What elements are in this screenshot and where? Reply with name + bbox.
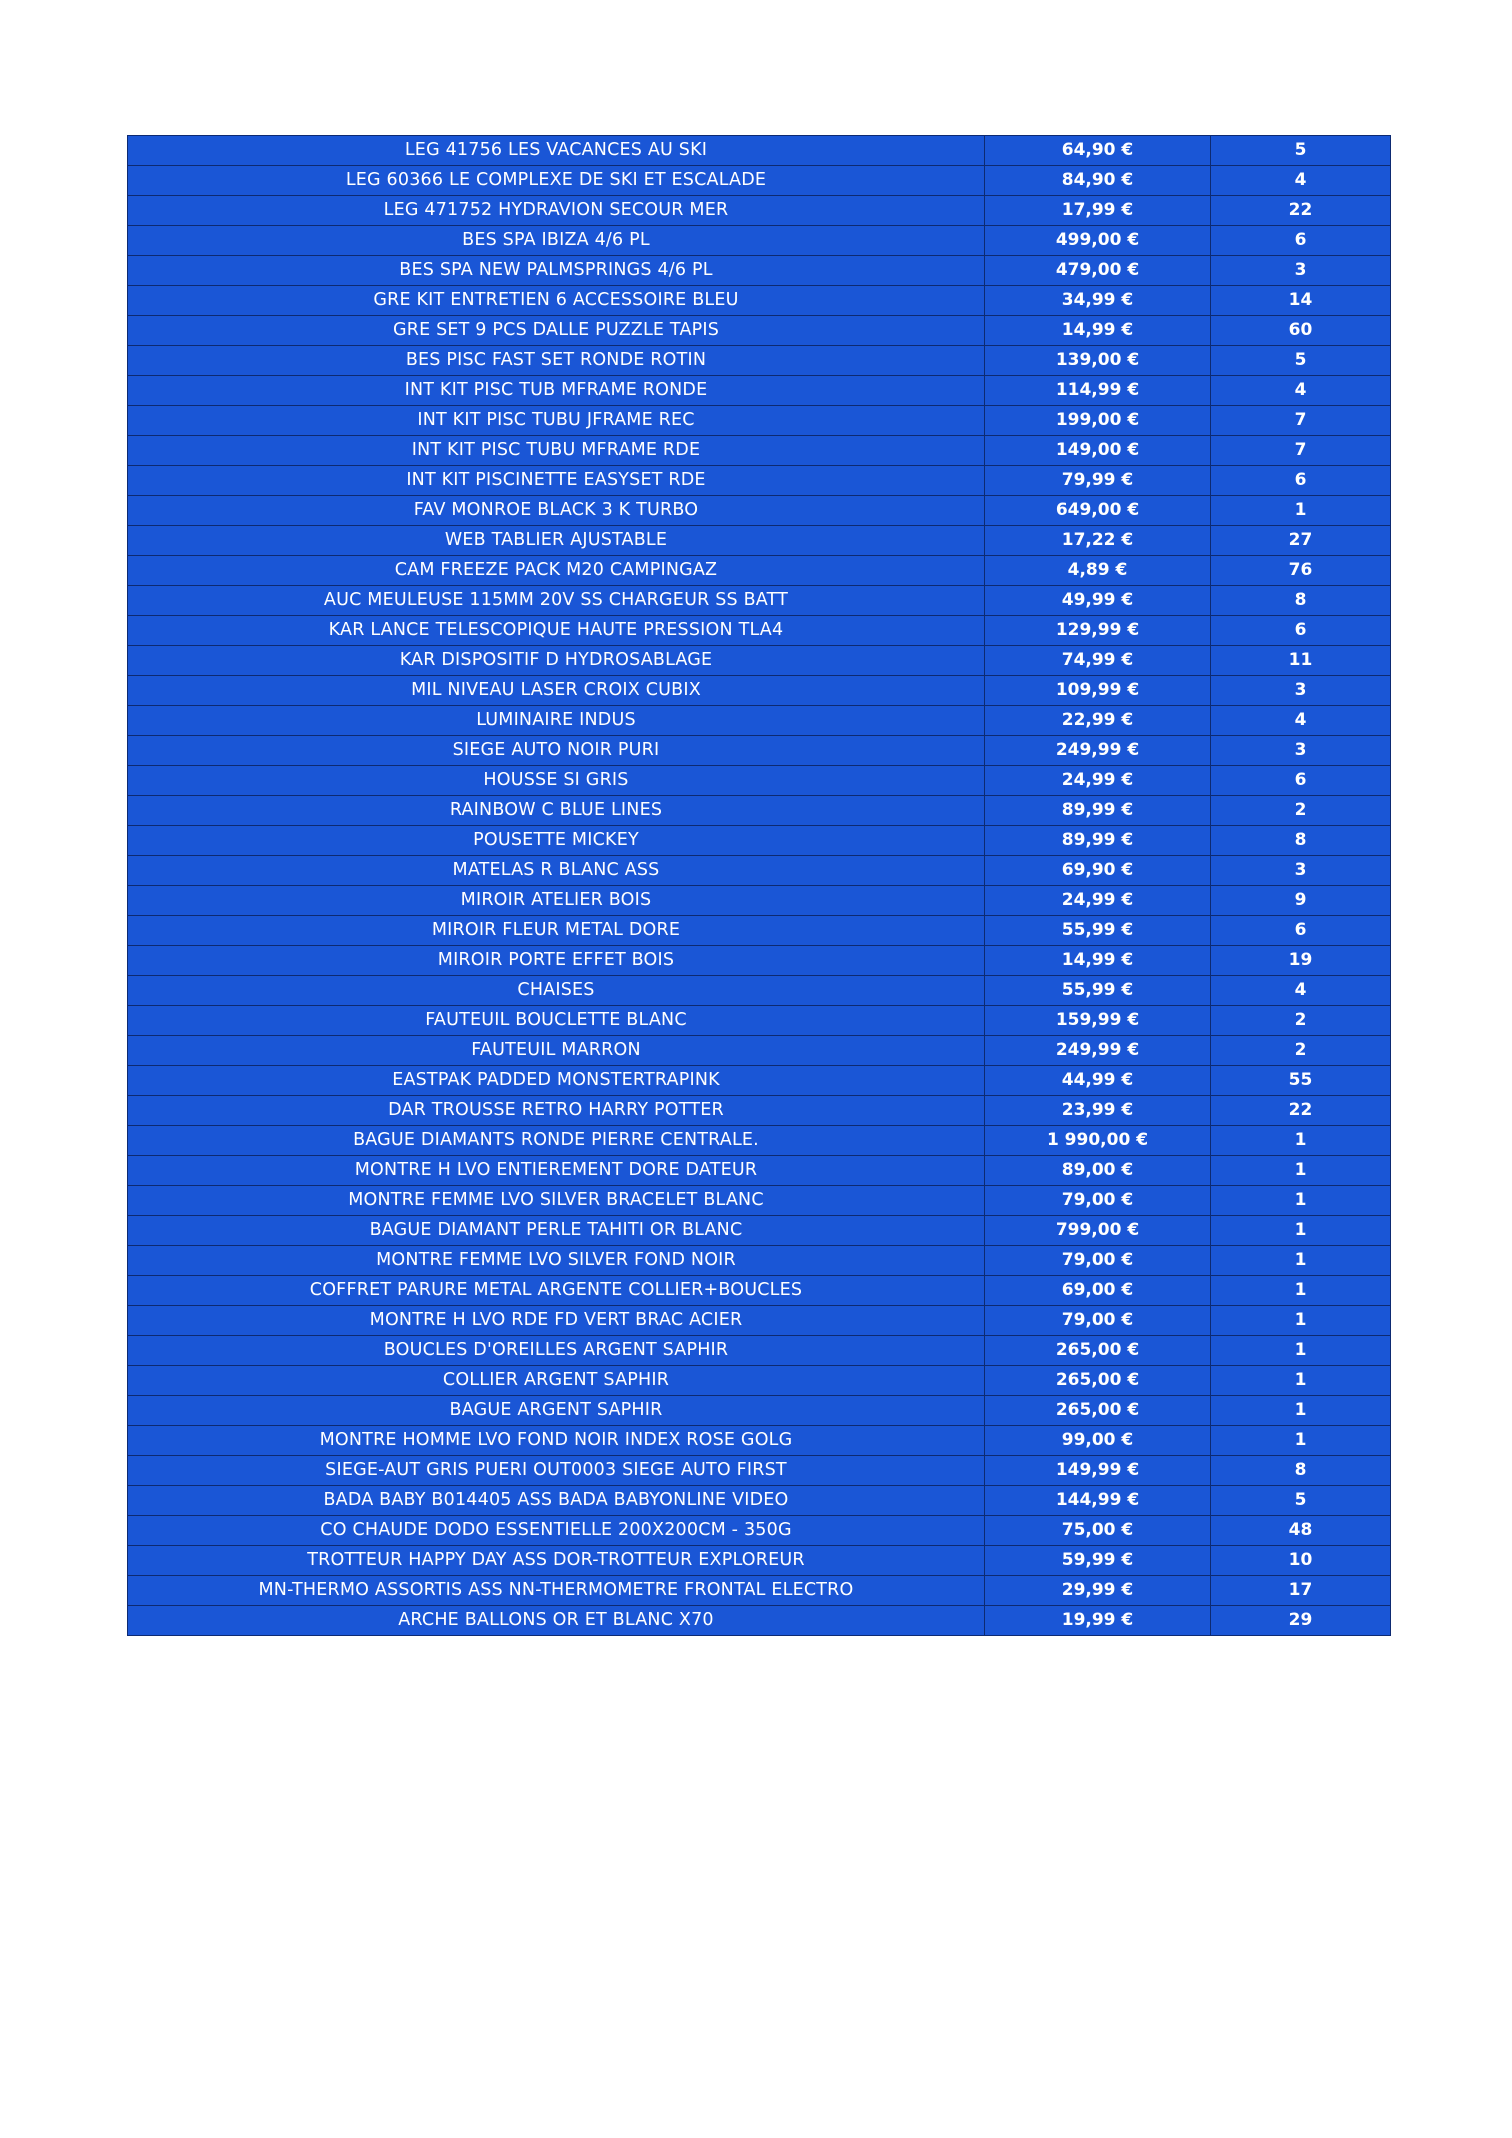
price-cell: 55,99 € [985, 916, 1211, 946]
table-row [128, 346, 1391, 376]
quantity-cell: 3 [1211, 856, 1391, 886]
product-name-cell: FAV MONROE BLACK 3 K TURBO [128, 496, 985, 526]
product-name-cell: BAGUE DIAMANT PERLE TAHITI OR BLANC [128, 1216, 985, 1246]
table-row [128, 886, 1391, 916]
product-name-cell: BES SPA IBIZA 4/6 PL [128, 226, 985, 256]
product-name-cell: BADA BABY B014405 ASS BADA BABYONLINE VIDEO [128, 1486, 985, 1516]
product-name-cell: BES PISC FAST SET RONDE ROTIN [128, 346, 985, 376]
product-name-cell: RAINBOW C BLUE LINES [128, 796, 985, 826]
quantity-cell: 1 [1211, 1156, 1391, 1186]
price-cell: 249,99 € [985, 736, 1211, 766]
product-name-cell: COFFRET PARURE METAL ARGENTE COLLIER+BOUCLES [128, 1276, 985, 1306]
quantity-cell: 22 [1211, 196, 1391, 226]
price-cell: 69,00 € [985, 1276, 1211, 1306]
price-cell: 79,00 € [985, 1186, 1211, 1216]
product-name-cell: LEG 471752 HYDRAVION SECOUR MER [128, 196, 985, 226]
table-row [128, 166, 1391, 196]
quantity-cell: 3 [1211, 736, 1391, 766]
product-table [127, 135, 1391, 1636]
price-cell: 149,99 € [985, 1456, 1211, 1486]
table-row [128, 136, 1391, 166]
price-cell: 499,00 € [985, 226, 1211, 256]
quantity-cell: 5 [1211, 346, 1391, 376]
price-cell: 17,99 € [985, 196, 1211, 226]
product-name-cell: AUC MEULEUSE 115MM 20V SS CHARGEUR SS BATT [128, 586, 985, 616]
table-row [128, 1576, 1391, 1606]
price-cell: 19,99 € [985, 1606, 1211, 1636]
quantity-cell: 11 [1211, 646, 1391, 676]
quantity-cell: 6 [1211, 466, 1391, 496]
product-name-cell: BOUCLES D'OREILLES ARGENT SAPHIR [128, 1336, 985, 1366]
product-name-cell: INT KIT PISC TUBU JFRAME REC [128, 406, 985, 436]
price-cell: 249,99 € [985, 1036, 1211, 1066]
table-row [128, 646, 1391, 676]
table-row [128, 286, 1391, 316]
quantity-cell: 3 [1211, 256, 1391, 286]
quantity-cell: 29 [1211, 1606, 1391, 1636]
quantity-cell: 2 [1211, 1006, 1391, 1036]
quantity-cell: 1 [1211, 1246, 1391, 1276]
quantity-cell: 4 [1211, 376, 1391, 406]
quantity-cell: 1 [1211, 1396, 1391, 1426]
quantity-cell: 1 [1211, 1366, 1391, 1396]
product-name-cell: MONTRE H LVO ENTIEREMENT DORE DATEUR [128, 1156, 985, 1186]
table-row [128, 496, 1391, 526]
price-cell: 24,99 € [985, 766, 1211, 796]
table-row [128, 1486, 1391, 1516]
table-row [128, 1546, 1391, 1576]
product-name-cell: WEB TABLIER AJUSTABLE [128, 526, 985, 556]
product-name-cell: EASTPAK PADDED MONSTERTRAPINK [128, 1066, 985, 1096]
price-cell: 114,99 € [985, 376, 1211, 406]
quantity-cell: 22 [1211, 1096, 1391, 1126]
table-row [128, 826, 1391, 856]
quantity-cell: 55 [1211, 1066, 1391, 1096]
quantity-cell: 7 [1211, 406, 1391, 436]
product-name-cell: TROTTEUR HAPPY DAY ASS DOR-TROTTEUR EXPLOREUR [128, 1546, 985, 1576]
product-name-cell: POUSETTE MICKEY [128, 826, 985, 856]
product-name-cell: KAR DISPOSITIF D HYDROSABLAGE [128, 646, 985, 676]
price-cell: 265,00 € [985, 1396, 1211, 1426]
quantity-cell: 17 [1211, 1576, 1391, 1606]
quantity-cell: 6 [1211, 766, 1391, 796]
table-row [128, 1216, 1391, 1246]
price-cell: 479,00 € [985, 256, 1211, 286]
price-cell: 29,99 € [985, 1576, 1211, 1606]
table-row [128, 736, 1391, 766]
product-name-cell: MONTRE FEMME LVO SILVER FOND NOIR [128, 1246, 985, 1276]
product-name-cell: HOUSSE SI GRIS [128, 766, 985, 796]
price-cell: 265,00 € [985, 1366, 1211, 1396]
price-cell: 129,99 € [985, 616, 1211, 646]
price-cell: 44,99 € [985, 1066, 1211, 1096]
table-row [128, 1516, 1391, 1546]
product-name-cell: INT KIT PISC TUBU MFRAME RDE [128, 436, 985, 466]
product-name-cell: BAGUE DIAMANTS RONDE PIERRE CENTRALE. [128, 1126, 985, 1156]
product-name-cell: LUMINAIRE INDUS [128, 706, 985, 736]
product-name-cell: MONTRE FEMME LVO SILVER BRACELET BLANC [128, 1186, 985, 1216]
price-cell: 64,90 € [985, 136, 1211, 166]
product-name-cell: ARCHE BALLONS OR ET BLANC X70 [128, 1606, 985, 1636]
price-cell: 24,99 € [985, 886, 1211, 916]
price-cell: 14,99 € [985, 946, 1211, 976]
price-cell: 265,00 € [985, 1336, 1211, 1366]
price-cell: 799,00 € [985, 1216, 1211, 1246]
table-row [128, 1336, 1391, 1366]
quantity-cell: 6 [1211, 616, 1391, 646]
price-cell: 99,00 € [985, 1426, 1211, 1456]
product-name-cell: FAUTEUIL BOUCLETTE BLANC [128, 1006, 985, 1036]
price-cell: 75,00 € [985, 1516, 1211, 1546]
table-row [128, 1096, 1391, 1126]
table-row [128, 196, 1391, 226]
table-row [128, 466, 1391, 496]
table-row [128, 1396, 1391, 1426]
product-name-cell: FAUTEUIL MARRON [128, 1036, 985, 1066]
quantity-cell: 1 [1211, 1306, 1391, 1336]
product-name-cell: MN-THERMO ASSORTIS ASS NN-THERMOMETRE FRONTAL ELECTRO [128, 1576, 985, 1606]
quantity-cell: 14 [1211, 286, 1391, 316]
price-cell: 79,99 € [985, 466, 1211, 496]
table-row [128, 1426, 1391, 1456]
table-row [128, 1036, 1391, 1066]
table-row [128, 856, 1391, 886]
table-row [128, 1246, 1391, 1276]
quantity-cell: 5 [1211, 1486, 1391, 1516]
price-cell: 144,99 € [985, 1486, 1211, 1516]
table-row [128, 556, 1391, 586]
price-cell: 89,99 € [985, 796, 1211, 826]
product-name-cell: MIROIR ATELIER BOIS [128, 886, 985, 916]
quantity-cell: 19 [1211, 946, 1391, 976]
product-name-cell: CAM FREEZE PACK M20 CAMPINGAZ [128, 556, 985, 586]
quantity-cell: 4 [1211, 166, 1391, 196]
quantity-cell: 48 [1211, 1516, 1391, 1546]
quantity-cell: 10 [1211, 1546, 1391, 1576]
table-row [128, 916, 1391, 946]
product-name-cell: LEG 41756 LES VACANCES AU SKI [128, 136, 985, 166]
product-name-cell: MATELAS R BLANC ASS [128, 856, 985, 886]
table-row [128, 1456, 1391, 1486]
price-cell: 34,99 € [985, 286, 1211, 316]
quantity-cell: 1 [1211, 1426, 1391, 1456]
table-row [128, 436, 1391, 466]
price-cell: 84,90 € [985, 166, 1211, 196]
quantity-cell: 8 [1211, 826, 1391, 856]
table-row [128, 766, 1391, 796]
table-row [128, 526, 1391, 556]
price-cell: 89,00 € [985, 1156, 1211, 1186]
price-cell: 89,99 € [985, 826, 1211, 856]
product-name-cell: KAR LANCE TELESCOPIQUE HAUTE PRESSION TLA4 [128, 616, 985, 646]
table-row [128, 1126, 1391, 1156]
quantity-cell: 1 [1211, 496, 1391, 526]
product-name-cell: BAGUE ARGENT SAPHIR [128, 1396, 985, 1426]
table-row [128, 316, 1391, 346]
table-row [128, 1006, 1391, 1036]
table-row [128, 946, 1391, 976]
product-name-cell: INT KIT PISCINETTE EASYSET RDE [128, 466, 985, 496]
product-name-cell: LEG 60366 LE COMPLEXE DE SKI ET ESCALADE [128, 166, 985, 196]
table-row [128, 796, 1391, 826]
price-cell: 139,00 € [985, 346, 1211, 376]
product-name-cell: BES SPA NEW PALMSPRINGS 4/6 PL [128, 256, 985, 286]
price-cell: 74,99 € [985, 646, 1211, 676]
product-name-cell: GRE SET 9 PCS DALLE PUZZLE TAPIS [128, 316, 985, 346]
price-cell: 14,99 € [985, 316, 1211, 346]
price-cell: 79,00 € [985, 1306, 1211, 1336]
quantity-cell: 6 [1211, 226, 1391, 256]
quantity-cell: 4 [1211, 976, 1391, 1006]
quantity-cell: 1 [1211, 1336, 1391, 1366]
price-cell: 79,00 € [985, 1246, 1211, 1276]
quantity-cell: 8 [1211, 1456, 1391, 1486]
product-table-body [128, 136, 1391, 1636]
quantity-cell: 1 [1211, 1186, 1391, 1216]
quantity-cell: 8 [1211, 586, 1391, 616]
quantity-cell: 9 [1211, 886, 1391, 916]
price-cell: 159,99 € [985, 1006, 1211, 1036]
table-row [128, 1276, 1391, 1306]
table-row [128, 1156, 1391, 1186]
price-cell: 59,99 € [985, 1546, 1211, 1576]
quantity-cell: 60 [1211, 316, 1391, 346]
price-cell: 109,99 € [985, 676, 1211, 706]
quantity-cell: 3 [1211, 676, 1391, 706]
quantity-cell: 2 [1211, 1036, 1391, 1066]
product-name-cell: MIROIR PORTE EFFET BOIS [128, 946, 985, 976]
quantity-cell: 7 [1211, 436, 1391, 466]
table-row [128, 256, 1391, 286]
quantity-cell: 27 [1211, 526, 1391, 556]
table-row [128, 1366, 1391, 1396]
product-name-cell: CO CHAUDE DODO ESSENTIELLE 200X200CM - 350G [128, 1516, 985, 1546]
table-row [128, 976, 1391, 1006]
price-cell: 49,99 € [985, 586, 1211, 616]
quantity-cell: 5 [1211, 136, 1391, 166]
table-row [128, 586, 1391, 616]
product-name-cell: MIL NIVEAU LASER CROIX CUBIX [128, 676, 985, 706]
table-row [128, 676, 1391, 706]
table-row [128, 616, 1391, 646]
product-name-cell: DAR TROUSSE RETRO HARRY POTTER [128, 1096, 985, 1126]
product-name-cell: COLLIER ARGENT SAPHIR [128, 1366, 985, 1396]
quantity-cell: 2 [1211, 796, 1391, 826]
price-cell: 69,90 € [985, 856, 1211, 886]
quantity-cell: 1 [1211, 1276, 1391, 1306]
product-name-cell: SIEGE-AUT GRIS PUERI OUT0003 SIEGE AUTO FIRST [128, 1456, 985, 1486]
product-name-cell: SIEGE AUTO NOIR PURI [128, 736, 985, 766]
table-row [128, 1606, 1391, 1636]
table-row [128, 376, 1391, 406]
product-name-cell: MONTRE HOMME LVO FOND NOIR INDEX ROSE GOLG [128, 1426, 985, 1456]
price-cell: 149,00 € [985, 436, 1211, 466]
table-row [128, 226, 1391, 256]
table-row [128, 1186, 1391, 1216]
table-row [128, 406, 1391, 436]
quantity-cell: 1 [1211, 1216, 1391, 1246]
price-cell: 22,99 € [985, 706, 1211, 736]
product-name-cell: INT KIT PISC TUB MFRAME RONDE [128, 376, 985, 406]
quantity-cell: 1 [1211, 1126, 1391, 1156]
price-cell: 17,22 € [985, 526, 1211, 556]
product-name-cell: GRE KIT ENTRETIEN 6 ACCESSOIRE BLEU [128, 286, 985, 316]
product-name-cell: CHAISES [128, 976, 985, 1006]
price-cell: 23,99 € [985, 1096, 1211, 1126]
quantity-cell: 4 [1211, 706, 1391, 736]
price-cell: 1 990,00 € [985, 1126, 1211, 1156]
product-name-cell: MIROIR FLEUR METAL DORE [128, 916, 985, 946]
table-row [128, 1066, 1391, 1096]
price-cell: 4,89 € [985, 556, 1211, 586]
price-cell: 649,00 € [985, 496, 1211, 526]
price-cell: 55,99 € [985, 976, 1211, 1006]
product-name-cell: MONTRE H LVO RDE FD VERT BRAC ACIER [128, 1306, 985, 1336]
price-cell: 199,00 € [985, 406, 1211, 436]
quantity-cell: 6 [1211, 916, 1391, 946]
table-row [128, 1306, 1391, 1336]
table-row [128, 706, 1391, 736]
quantity-cell: 76 [1211, 556, 1391, 586]
